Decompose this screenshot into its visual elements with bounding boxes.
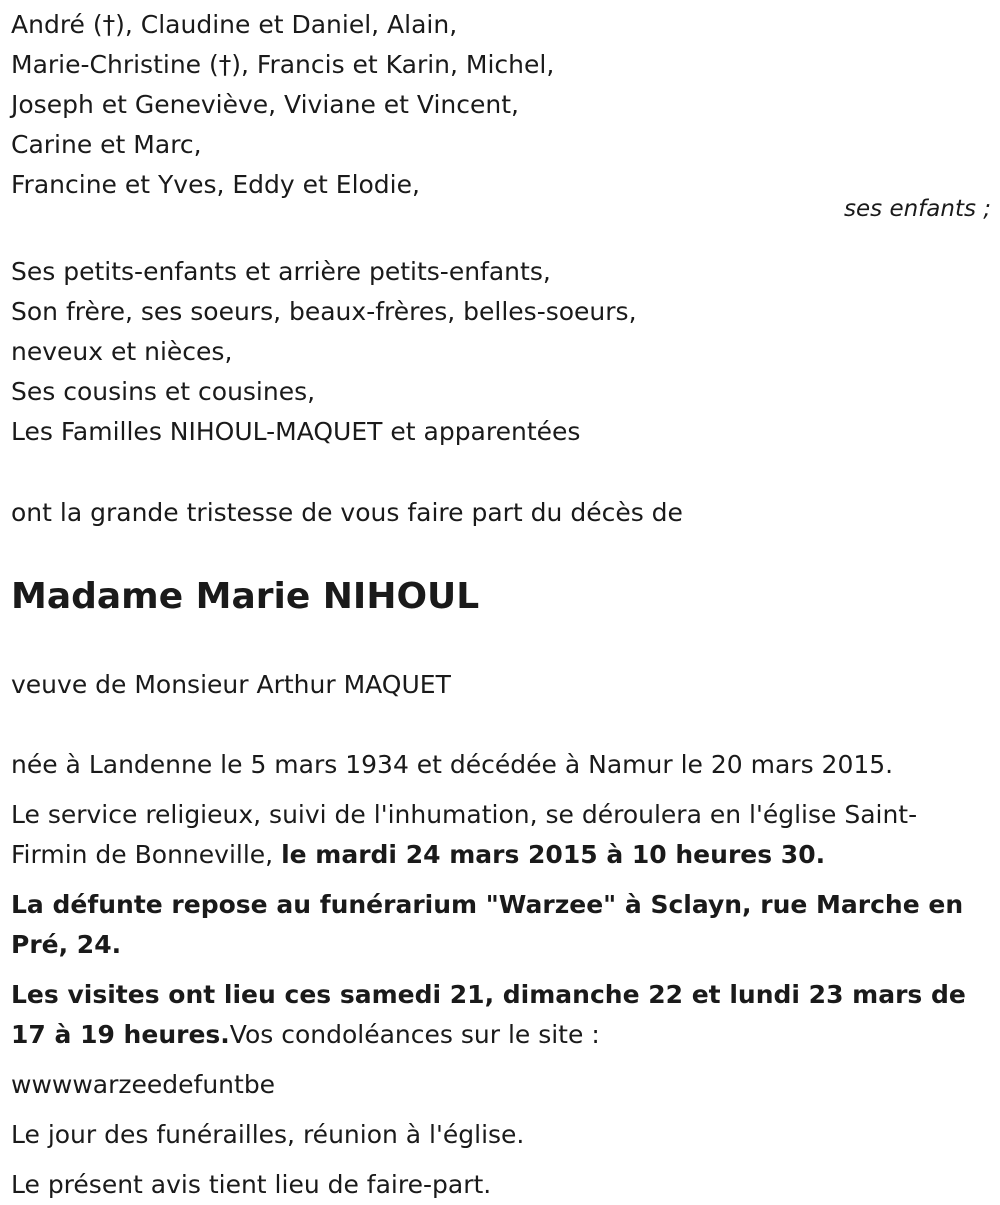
- obituary-notice: [11, 0, 991, 1205]
- relatives-line: neveux et nièces,: [11, 337, 233, 366]
- announcement-text: ont la grande tristesse de vous faire part du décès de: [11, 498, 683, 527]
- children-line: Marie-Christine (†), Francis et Karin, Michel,: [11, 50, 555, 79]
- birth-death-text: née à Landenne le 5 mars 1934 et décédée à Namur le 20 mars 2015.: [11, 750, 894, 779]
- condolences-text: Vos condoléances sur le site :: [229, 1020, 600, 1049]
- website-text: wwwwarzeedefuntbe: [11, 1070, 276, 1099]
- service-datetime: le mardi 24 mars 2015 à 10 heures 30.: [281, 840, 826, 869]
- funeral-day-text: Le jour des funérailles, réunion à l'église.: [11, 1120, 525, 1149]
- notice-text: Le présent avis tient lieu de faire-part.: [11, 1170, 492, 1199]
- widow-of-text: veuve de Monsieur Arthur MAQUET: [11, 670, 451, 699]
- children-line: Carine et Marc,: [11, 130, 202, 159]
- deceased-name: Madame Marie NIHOUL: [11, 576, 480, 617]
- children-line: Francine et Yves, Eddy et Elodie,: [11, 170, 420, 199]
- children-line: Joseph et Geneviève, Viviane et Vincent,: [11, 90, 519, 119]
- children-list: [11, 5, 991, 205]
- service-paragraph: [11, 795, 991, 875]
- relatives-line: Son frère, ses soeurs, beaux-frères, belles-soeurs,: [11, 297, 637, 326]
- service-text: Le service religieux, suivi de l'inhumation, se déroulera en l'église Saint-Firmin de Bonneville,: [11, 800, 918, 869]
- relatives-line: Ses cousins et cousines,: [11, 377, 316, 406]
- children-line: André (†), Claudine et Daniel, Alain,: [11, 10, 458, 39]
- children-attribution: ses enfants ;: [844, 196, 991, 222]
- relatives-line: Les Familles NIHOUL-MAQUET et apparentées: [11, 417, 581, 446]
- relatives-line: Ses petits-enfants et arrière petits-enfants,: [11, 257, 551, 286]
- visits-paragraph: [11, 975, 991, 1055]
- visits-text: Les visites ont lieu ces samedi 21, dimanche 22 et lundi 23 mars de 17 à 19 heures.: [11, 980, 966, 1049]
- relatives-list: [11, 252, 991, 452]
- rest-location-text: La défunte repose au funérarium "Warzee" à Sclayn, rue Marche en Pré, 24.: [11, 890, 964, 959]
